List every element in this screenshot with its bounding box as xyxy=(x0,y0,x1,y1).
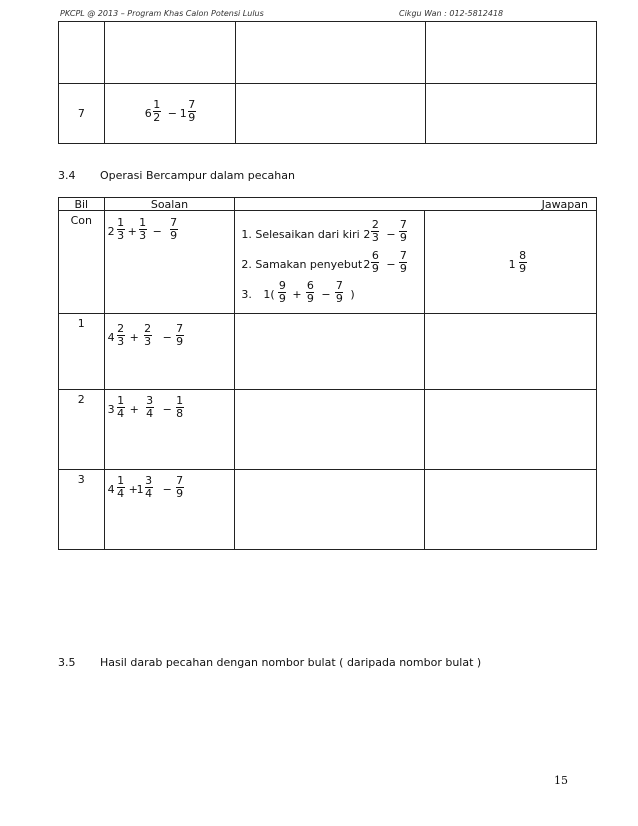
answer-fraction: 8 9 xyxy=(519,249,527,275)
page-number: 15 xyxy=(554,774,568,787)
question-cell: 2 1 3 + 1 3 − 7 9 xyxy=(104,211,235,314)
answer-cell: 1 8 9 xyxy=(424,211,596,314)
row-number: 7 xyxy=(77,107,85,120)
row-number: Con xyxy=(70,214,92,227)
header-right: Cikgu Wan : 012-5812418 xyxy=(399,9,504,18)
header-jawapan: Jawapan xyxy=(541,198,588,211)
table-continued xyxy=(58,21,597,144)
question-cell: 3 1 4 + 3 4 − 1 8 xyxy=(104,390,235,470)
header-left: PKCPL @ 2013 – Program Khas Calon Potensi Lulus xyxy=(60,9,264,18)
header-soalan: Soalan xyxy=(150,198,189,211)
page-header xyxy=(58,8,554,22)
table-row xyxy=(59,314,597,390)
question-cell: 6 1 2 − 1 7 9 xyxy=(104,84,235,144)
table-header-row xyxy=(59,198,597,211)
table-row xyxy=(59,470,597,550)
table-row xyxy=(59,390,597,470)
table-row xyxy=(59,84,597,144)
row-number: 2 xyxy=(77,393,85,406)
step-2: 2. Samakan penyebut xyxy=(241,258,363,271)
header-bil: Bil xyxy=(74,198,89,211)
step-1: 1. Selesaikan dari kiri xyxy=(241,228,360,241)
table-row-contoh xyxy=(59,211,597,314)
fraction: 7 9 xyxy=(188,98,196,124)
fraction: 1 2 xyxy=(153,98,161,124)
working-cell: 1. Selesaikan dari kiri 2 2 3 − 7 9 2. Samakan penyebut 2 6 9 − 7 9 3. 1 ( 9 9 + 6 9 − 7 9 ) xyxy=(235,211,424,314)
row-number: 3 xyxy=(77,473,85,486)
question-cell: 4 1 4 + 1 3 4 − 7 9 xyxy=(104,470,235,550)
row-number: 1 xyxy=(77,317,85,330)
question-cell: 4 2 3 + 2 3 − 7 9 xyxy=(104,314,235,390)
step-3: 3. xyxy=(241,288,252,301)
table-operasi-bercampur xyxy=(58,197,597,550)
